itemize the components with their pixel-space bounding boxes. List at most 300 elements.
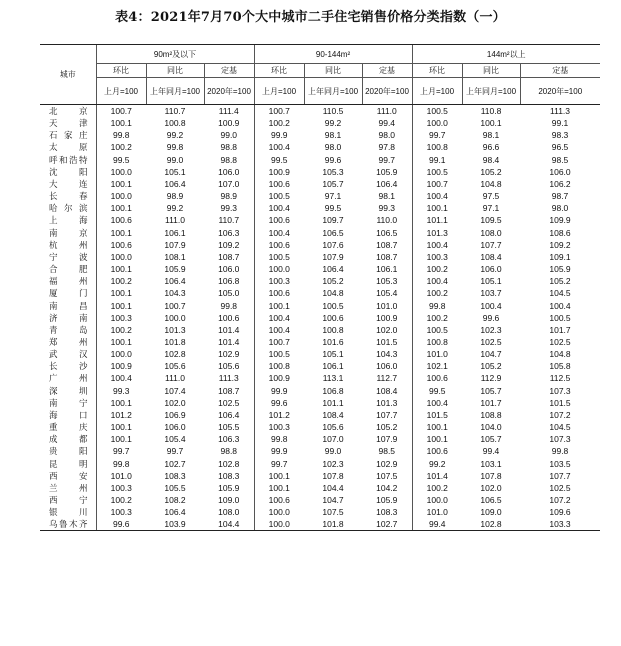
- table-row: [40, 154, 600, 166]
- table-header: [40, 45, 600, 105]
- index-value-cell: 98.7: [551, 191, 569, 202]
- group-header-small: 90m²及以下: [96, 45, 254, 64]
- sub-header-row: [40, 64, 600, 78]
- index-value-cell: 99.7: [378, 154, 396, 165]
- index-value-cell: 100.6: [254, 178, 304, 190]
- index-value-cell: 99.6: [324, 154, 342, 165]
- index-value-cell: 100.9: [96, 360, 146, 372]
- index-value-cell: 101.7: [549, 324, 571, 335]
- index-value-cell: 102.3: [480, 324, 502, 335]
- base-header-prev-month: 上月=100: [254, 78, 304, 105]
- index-value-cell: 107.9: [322, 251, 344, 262]
- index-value-cell: 106.1: [322, 361, 344, 372]
- table-row: [40, 385, 600, 397]
- index-value-cell: 102.0: [480, 482, 502, 493]
- index-value-cell: 106.8: [218, 276, 240, 287]
- index-value-cell: 102.0: [376, 324, 398, 335]
- index-value-cell: 101.6: [322, 336, 344, 347]
- index-value-cell: 105.1: [322, 349, 344, 360]
- index-value-cell: 107.9: [164, 239, 186, 250]
- index-value-cell: 100.5: [412, 324, 462, 336]
- group-header-large: 144m²以上: [412, 45, 600, 64]
- index-value-cell: 107.0: [322, 434, 344, 445]
- index-value-cell: 104.0: [480, 422, 502, 433]
- city-name-cell: 沈阳: [49, 166, 88, 177]
- index-value-cell: 111.0: [376, 106, 397, 116]
- city-name-cell: 南昌: [49, 300, 88, 311]
- index-value-cell: 99.4: [482, 446, 500, 457]
- index-value-cell: 100.1: [96, 287, 146, 299]
- index-value-cell: 109.1: [549, 251, 571, 262]
- index-value-cell: 100.1: [254, 482, 304, 494]
- index-value-cell: 99.8: [412, 300, 462, 312]
- city-name-cell: 哈尔滨: [49, 203, 88, 214]
- index-value-cell: 101.0: [96, 470, 146, 482]
- city-name-cell: 西安: [49, 470, 88, 481]
- index-value-cell: 99.9: [254, 445, 304, 457]
- index-value-cell: 101.1: [412, 214, 462, 226]
- index-value-cell: 97.5: [482, 191, 500, 202]
- index-value-cell: 105.4: [376, 288, 398, 299]
- sub-header-mom: 环比: [254, 64, 304, 78]
- index-value-cell: 96.5: [551, 142, 569, 153]
- index-value-cell: 108.3: [376, 507, 398, 518]
- index-value-cell: 96.6: [482, 142, 500, 153]
- city-name-cell: 贵阳: [49, 446, 88, 457]
- index-value-cell: 100.5: [254, 190, 304, 202]
- table-title: 表4：2021年7月70个大中城市二手住宅销售价格分类指数（一）: [115, 10, 506, 25]
- index-value-cell: 103.9: [146, 518, 204, 531]
- index-value-cell: 104.7: [480, 349, 502, 360]
- index-value-cell: 100.9: [254, 372, 304, 384]
- city-name-cell: 乌鲁木齐: [40, 518, 96, 531]
- index-value-cell: 106.0: [218, 264, 240, 275]
- index-value-cell: 102.0: [164, 397, 186, 408]
- base-header-prev-month: 上月=100: [412, 78, 462, 105]
- index-value-cell: 99.9: [254, 129, 304, 141]
- group-header-medium: 90-144m²: [254, 45, 412, 64]
- index-value-cell: 98.8: [220, 142, 238, 153]
- index-value-cell: 98.5: [378, 446, 396, 457]
- base-header-2020: 2020年=100: [520, 78, 600, 105]
- index-value-cell: 99.3: [378, 203, 396, 214]
- index-value-cell: 107.4: [164, 385, 186, 396]
- index-value-cell: 105.7: [480, 385, 502, 396]
- city-name-cell: 重庆: [49, 422, 88, 433]
- index-value-cell: 105.7: [322, 178, 344, 189]
- index-value-cell: 101.3: [164, 324, 186, 335]
- index-value-cell: 99.2: [412, 458, 462, 470]
- index-value-cell: 100.1: [96, 117, 146, 129]
- sub-header-fixed: 定基: [362, 64, 412, 78]
- index-value-cell: 110.8: [480, 106, 502, 116]
- base-header-row: [40, 78, 600, 105]
- index-value-cell: 107.2: [549, 495, 571, 505]
- index-value-cell: 100.1: [412, 202, 462, 214]
- table-row: [40, 348, 600, 360]
- index-value-cell: 99.5: [324, 203, 342, 214]
- index-value-cell: 106.5: [322, 227, 344, 238]
- index-value-cell: 111.3: [218, 373, 239, 384]
- index-value-cell: 103.1: [480, 458, 502, 469]
- index-value-cell: 107.7: [376, 409, 398, 420]
- index-value-cell: 105.9: [218, 482, 240, 493]
- table-row: [40, 300, 600, 312]
- index-value-cell: 100.1: [96, 336, 146, 348]
- index-value-cell: 98.4: [482, 154, 500, 165]
- index-value-cell: 99.8: [166, 142, 184, 153]
- index-value-cell: 107.3: [549, 385, 571, 396]
- index-value-cell: 111.0: [164, 373, 185, 384]
- index-value-cell: 104.7: [322, 495, 344, 505]
- index-value-cell: 100.6: [254, 214, 304, 226]
- index-value-cell: 102.5: [549, 336, 571, 347]
- city-name-cell: 呼和浩特: [49, 154, 88, 165]
- index-value-cell: 100.3: [412, 251, 462, 263]
- index-value-cell: 98.3: [551, 130, 569, 141]
- table-row: [40, 166, 600, 178]
- index-value-cell: 112.7: [376, 373, 398, 384]
- index-value-cell: 100.4: [412, 239, 462, 251]
- index-value-cell: 107.3: [549, 434, 571, 445]
- index-value-cell: 97.8: [378, 142, 396, 153]
- index-value-cell: 98.0: [324, 142, 342, 153]
- index-value-cell: 111.0: [164, 215, 185, 226]
- index-value-cell: 101.0: [412, 348, 462, 360]
- table-row: [40, 336, 600, 348]
- index-value-cell: 100.4: [412, 397, 462, 409]
- index-value-cell: 109.9: [549, 215, 571, 226]
- index-value-cell: 100.0: [96, 251, 146, 263]
- index-value-cell: 111.3: [550, 106, 571, 116]
- index-value-cell: 102.5: [218, 397, 240, 408]
- table-row: [40, 433, 600, 445]
- city-name-cell: 兰州: [49, 482, 88, 493]
- index-value-cell: 100.9: [218, 118, 240, 129]
- index-value-cell: 101.3: [376, 397, 398, 408]
- index-value-cell: 100.1: [96, 178, 146, 190]
- index-value-cell: 104.5: [549, 288, 571, 299]
- index-value-cell: 100.3: [96, 506, 146, 518]
- index-value-cell: 108.6: [549, 227, 571, 238]
- index-value-cell: 100.9: [254, 166, 304, 178]
- index-value-cell: 104.8: [480, 178, 502, 189]
- index-value-cell: 104.3: [376, 349, 398, 360]
- city-name-cell: 昆明: [49, 458, 88, 469]
- index-value-cell: 105.6: [164, 361, 186, 372]
- table-row: [40, 506, 600, 518]
- index-value-cell: 105.5: [218, 422, 240, 433]
- city-name-cell: 长春: [49, 191, 88, 202]
- index-value-cell: 100.2: [412, 263, 462, 275]
- index-value-cell: 100.6: [254, 494, 304, 506]
- index-value-cell: 107.5: [376, 470, 398, 481]
- index-value-cell: 99.8: [254, 433, 304, 445]
- index-value-cell: 100.0: [96, 190, 146, 202]
- index-value-cell: 105.2: [480, 166, 502, 177]
- index-value-cell: 109.7: [322, 215, 344, 226]
- index-value-cell: 99.4: [378, 118, 396, 129]
- index-value-cell: 100.0: [412, 117, 462, 129]
- index-value-cell: 100.8: [412, 336, 462, 348]
- index-value-cell: 103.3: [520, 518, 600, 531]
- index-value-cell: 100.2: [412, 287, 462, 299]
- index-value-cell: 101.5: [376, 336, 398, 347]
- index-value-cell: 106.4: [322, 264, 344, 275]
- table-row: [40, 214, 600, 226]
- city-name-cell: 深圳: [49, 385, 88, 396]
- index-value-cell: 99.7: [166, 446, 184, 457]
- index-value-cell: 110.7: [218, 215, 240, 226]
- index-value-cell: 98.1: [482, 130, 500, 141]
- index-value-cell: 100.4: [254, 227, 304, 239]
- index-value-cell: 108.3: [164, 470, 186, 481]
- index-value-cell: 100.7: [164, 300, 186, 311]
- city-name-cell: 福州: [49, 276, 88, 287]
- city-name-cell: 济南: [49, 312, 88, 323]
- index-value-cell: 105.9: [549, 264, 571, 275]
- index-value-cell: 106.4: [164, 276, 186, 287]
- index-value-cell: 100.8: [164, 118, 186, 129]
- table-row: [40, 129, 600, 141]
- index-value-cell: 110.0: [376, 215, 398, 226]
- index-value-cell: 105.9: [164, 264, 186, 275]
- index-value-cell: 100.6: [412, 372, 462, 384]
- index-value-cell: 107.8: [480, 470, 502, 481]
- index-value-cell: 99.2: [324, 118, 342, 129]
- index-value-cell: 102.8: [462, 518, 520, 531]
- city-name-cell: 北京: [49, 106, 88, 116]
- index-value-cell: 113.1: [322, 373, 344, 384]
- index-value-cell: 106.1: [164, 227, 186, 238]
- index-value-cell: 106.4: [376, 178, 398, 189]
- index-value-cell: 106.5: [376, 227, 398, 238]
- index-value-cell: 108.1: [164, 251, 186, 262]
- base-header-2020: 2020年=100: [362, 78, 412, 105]
- index-value-cell: 100.4: [254, 202, 304, 214]
- index-value-cell: 99.6: [482, 312, 500, 323]
- index-value-cell: 100.8: [254, 360, 304, 372]
- index-value-cell: 100.3: [254, 275, 304, 287]
- index-value-cell: 99.1: [412, 154, 462, 166]
- index-value-cell: 106.3: [218, 434, 240, 445]
- table-row: [40, 445, 600, 457]
- index-value-cell: 99.7: [412, 129, 462, 141]
- index-value-cell: 105.7: [480, 434, 502, 445]
- index-value-cell: 100.6: [412, 445, 462, 457]
- index-value-cell: 100.3: [96, 482, 146, 494]
- index-value-cell: 109.0: [218, 495, 240, 505]
- index-value-cell: 99.6: [254, 397, 304, 409]
- index-value-cell: 105.6: [322, 422, 344, 433]
- index-value-cell: 100.2: [412, 312, 462, 324]
- city-name-cell: 青岛: [49, 324, 88, 335]
- index-value-cell: 108.2: [164, 495, 186, 505]
- index-value-cell: 100.5: [254, 251, 304, 263]
- index-value-cell: 100.7: [254, 336, 304, 348]
- table-row: [40, 263, 600, 275]
- index-value-cell: 100.6: [254, 287, 304, 299]
- index-value-cell: 100.7: [412, 178, 462, 190]
- index-value-cell: 101.5: [412, 409, 462, 421]
- sub-header-yoy: 同比: [462, 64, 520, 78]
- index-value-cell: 100.0: [96, 348, 146, 360]
- index-value-cell: 99.7: [254, 458, 304, 470]
- base-header-prev-year: 上年同月=100: [304, 78, 362, 105]
- index-value-cell: 110.7: [164, 106, 186, 116]
- index-value-cell: 98.9: [220, 191, 238, 202]
- index-value-cell: 105.3: [376, 276, 398, 287]
- index-value-cell: 99.6: [96, 518, 146, 531]
- index-value-cell: 105.2: [549, 276, 571, 287]
- index-value-cell: 100.3: [254, 421, 304, 433]
- index-value-cell: 105.1: [480, 276, 502, 287]
- index-value-cell: 100.0: [254, 518, 304, 531]
- index-value-cell: 101.0: [376, 300, 398, 311]
- index-value-cell: 101.8: [304, 518, 362, 531]
- index-value-cell: 100.0: [96, 166, 146, 178]
- index-value-cell: 106.3: [218, 227, 240, 238]
- table-row: [40, 105, 600, 118]
- index-value-cell: 101.4: [218, 336, 240, 347]
- index-value-cell: 107.5: [322, 507, 344, 518]
- index-value-cell: 100.0: [254, 263, 304, 275]
- index-value-cell: 100.7: [254, 105, 304, 118]
- index-value-cell: 99.5: [96, 154, 146, 166]
- index-value-cell: 104.8: [549, 349, 571, 360]
- index-value-cell: 99.1: [551, 118, 569, 129]
- index-value-cell: 107.7: [549, 470, 571, 481]
- index-value-cell: 100.4: [254, 324, 304, 336]
- index-value-cell: 97.1: [482, 203, 500, 214]
- index-value-cell: 111.4: [218, 106, 239, 116]
- table-row: [40, 397, 600, 409]
- index-value-cell: 100.4: [480, 300, 502, 311]
- index-value-cell: 100.0: [164, 312, 186, 323]
- city-name-cell: 南京: [49, 227, 88, 238]
- index-value-cell: 99.3: [96, 385, 146, 397]
- index-value-cell: 104.4: [204, 518, 254, 531]
- index-value-cell: 100.2: [96, 324, 146, 336]
- index-value-cell: 100.5: [322, 300, 344, 311]
- sub-header-fixed: 定基: [520, 64, 600, 78]
- index-value-cell: 106.0: [549, 166, 571, 177]
- index-value-cell: 99.9: [254, 385, 304, 397]
- index-value-cell: 100.1: [412, 433, 462, 445]
- index-value-cell: 103.7: [480, 288, 502, 299]
- index-value-cell: 100.2: [412, 482, 462, 494]
- index-value-cell: 101.7: [480, 397, 502, 408]
- index-value-cell: 102.8: [164, 349, 186, 360]
- index-value-cell: 100.0: [412, 494, 462, 506]
- index-value-cell: 109.2: [218, 239, 240, 250]
- index-value-cell: 99.0: [166, 154, 184, 165]
- index-value-cell: 104.4: [322, 482, 344, 493]
- index-value-cell: 105.9: [376, 495, 398, 505]
- index-value-cell: 98.1: [378, 191, 396, 202]
- index-value-cell: 102.9: [218, 349, 240, 360]
- index-value-cell: 101.0: [412, 506, 462, 518]
- index-value-cell: 102.7: [164, 458, 186, 469]
- price-index-table: [40, 44, 600, 531]
- index-value-cell: 99.5: [412, 385, 462, 397]
- table-body: [40, 105, 600, 531]
- city-name-cell: 合肥: [49, 264, 88, 275]
- index-value-cell: 101.2: [254, 409, 304, 421]
- base-header-prev-year: 上年同月=100: [146, 78, 204, 105]
- index-value-cell: 100.8: [412, 141, 462, 153]
- city-column-header: 城市: [40, 45, 96, 105]
- index-value-cell: 100.1: [412, 421, 462, 433]
- index-value-cell: 100.1: [96, 433, 146, 445]
- city-name-cell: 石家庄: [49, 130, 88, 141]
- index-value-cell: 105.2: [322, 276, 344, 287]
- index-value-cell: 100.1: [96, 300, 146, 312]
- index-value-cell: 108.8: [480, 409, 502, 420]
- index-value-cell: 100.1: [254, 300, 304, 312]
- index-value-cell: 106.4: [218, 409, 240, 420]
- index-value-cell: 100.3: [96, 312, 146, 324]
- city-name-cell: 厦门: [49, 288, 88, 299]
- index-value-cell: 108.4: [322, 409, 344, 420]
- index-value-cell: 98.1: [324, 130, 342, 141]
- index-value-cell: 100.6: [96, 239, 146, 251]
- table-row: [40, 518, 600, 531]
- city-name-cell: 宁波: [49, 251, 88, 262]
- index-value-cell: 104.5: [549, 422, 571, 433]
- index-value-cell: 100.4: [412, 190, 462, 202]
- index-value-cell: 100.8: [322, 324, 344, 335]
- index-value-cell: 102.7: [362, 518, 412, 531]
- index-value-cell: 108.0: [218, 507, 240, 518]
- index-value-cell: 99.7: [96, 445, 146, 457]
- index-value-cell: 100.1: [96, 421, 146, 433]
- index-value-cell: 101.4: [218, 324, 240, 335]
- index-value-cell: 98.5: [551, 154, 569, 165]
- index-value-cell: 108.7: [376, 239, 398, 250]
- city-name-cell: 郑州: [49, 336, 88, 347]
- index-value-cell: 100.4: [254, 312, 304, 324]
- index-value-cell: 100.1: [254, 470, 304, 482]
- index-value-cell: 105.3: [322, 166, 344, 177]
- index-value-cell: 98.8: [220, 446, 238, 457]
- index-value-cell: 107.6: [322, 239, 344, 250]
- index-value-cell: 104.8: [322, 288, 344, 299]
- index-value-cell: 100.1: [480, 118, 502, 129]
- table-row: [40, 409, 600, 421]
- city-name-cell: 银川: [49, 507, 88, 518]
- city-name-cell: 天津: [49, 118, 88, 129]
- table-row: [40, 190, 600, 202]
- index-value-cell: 100.2: [96, 275, 146, 287]
- index-value-cell: 112.5: [549, 373, 571, 384]
- city-name-cell: 南宁: [49, 397, 88, 408]
- index-value-cell: 99.8: [551, 446, 569, 457]
- index-value-cell: 102.9: [376, 458, 398, 469]
- city-name-cell: 西宁: [49, 495, 88, 505]
- index-value-cell: 105.1: [164, 166, 186, 177]
- index-value-cell: 107.0: [218, 178, 240, 189]
- index-value-cell: 105.9: [376, 166, 398, 177]
- index-value-cell: 102.5: [549, 482, 571, 493]
- base-header-prev-year: 上年同月=100: [462, 78, 520, 105]
- index-value-cell: 97.1: [324, 191, 342, 202]
- index-value-cell: 98.0: [378, 130, 396, 141]
- index-value-cell: 99.8: [96, 458, 146, 470]
- index-value-cell: 109.2: [549, 239, 571, 250]
- index-value-cell: 102.1: [412, 360, 462, 372]
- index-value-cell: 110.5: [322, 106, 344, 116]
